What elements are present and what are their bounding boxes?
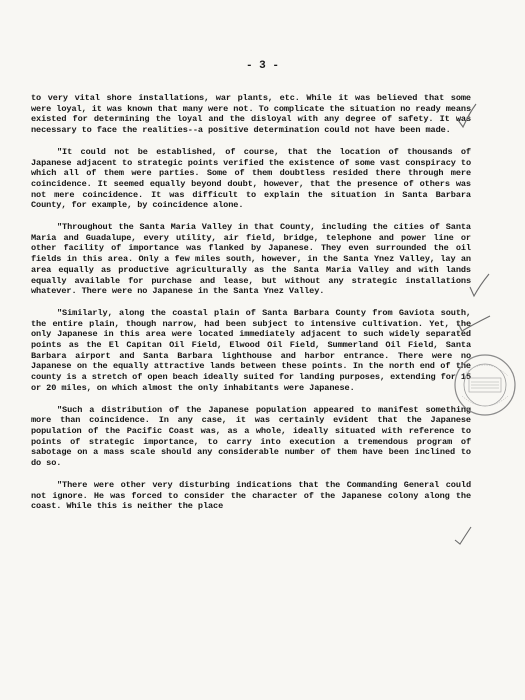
check-mark-4	[455, 527, 471, 544]
paragraph-1: to very vital shore installations, war plants, etc. While it was believed that some were loyal, it was known that many were not. To complicate the situation no ready means existed for determining the loyal and the disloyal with any degree of safety. It was necessary to face the realities--a positive determination could not have been made.	[31, 93, 471, 136]
library-stamp-seal	[452, 352, 518, 418]
paragraph-6: "There were other very disturbing indications that the Commanding General could not ignore. He was forced to consider the character of the Japanese colony along the coast. While this is neither the place	[31, 479, 471, 512]
paragraph-5: "Such a distribution of the Japanese population appeared to manifest something more than coincidence. In any case, it was certainly evident that the Japanese population of the Pacific Coast was, as a whole, ideally situated with reference to points of strategic importance, to carry into execution a tremendous program of sabotage on a mass scale should any considerable number of them have been inclined to do so.	[31, 404, 471, 469]
page-number: - 3 -	[245, 60, 279, 72]
check-mark-2	[470, 274, 489, 296]
paragraph-2: "It could not be established, of course, that the location of thousands of Japanese adjacent to strategic points verified the existence of some vast conspiracy to which all of them were parties. Some of them doubtless resided there through mere coincidence. It seemed equally beyond doubt, however, that the presence of others was not mere coincidence. It was difficult to explain the situation in Santa Barbara County, for example, by coincidence alone.	[31, 146, 471, 211]
paragraph-3: "Throughout the Santa Maria Valley in that County, including the cities of Santa Maria and Guadalupe, every utility, air field, bridge, telephone and power line or other facility of importance was flanked by Japanese. They even surrounded the oil fields in this area. Only a few miles south, however, in the Santa Ynez Valley, lay an area equally as productive agriculturally as the Santa Maria Valley and with lands equally available for purchase and lease, but without any strategic installations whatever. There were no Japanese in the Santa Ynez Valley.	[31, 222, 471, 297]
paragraph-4: "Similarly, along the coastal plain of Santa Barbara County from Gaviota south, the entire plain, though narrow, had been subject to intensive cultivation. Yet, the only Japanese in this area were located immediately adjacent to such widely separated points as the El Capitan Oil Field, Elwood Oil Field, Summerland Oil Field, Santa Barbara airport and Santa Barbara lighthouse and harbor entrance. There were no Japanese on the equally attractive lands between these points. In the north end of the county is a stretch of open beach ideally suited for landing purposes, extending for 15 or 20 miles, on which almost the only inhabitants were Japanese.	[31, 307, 471, 393]
document-body	[31, 93, 471, 523]
